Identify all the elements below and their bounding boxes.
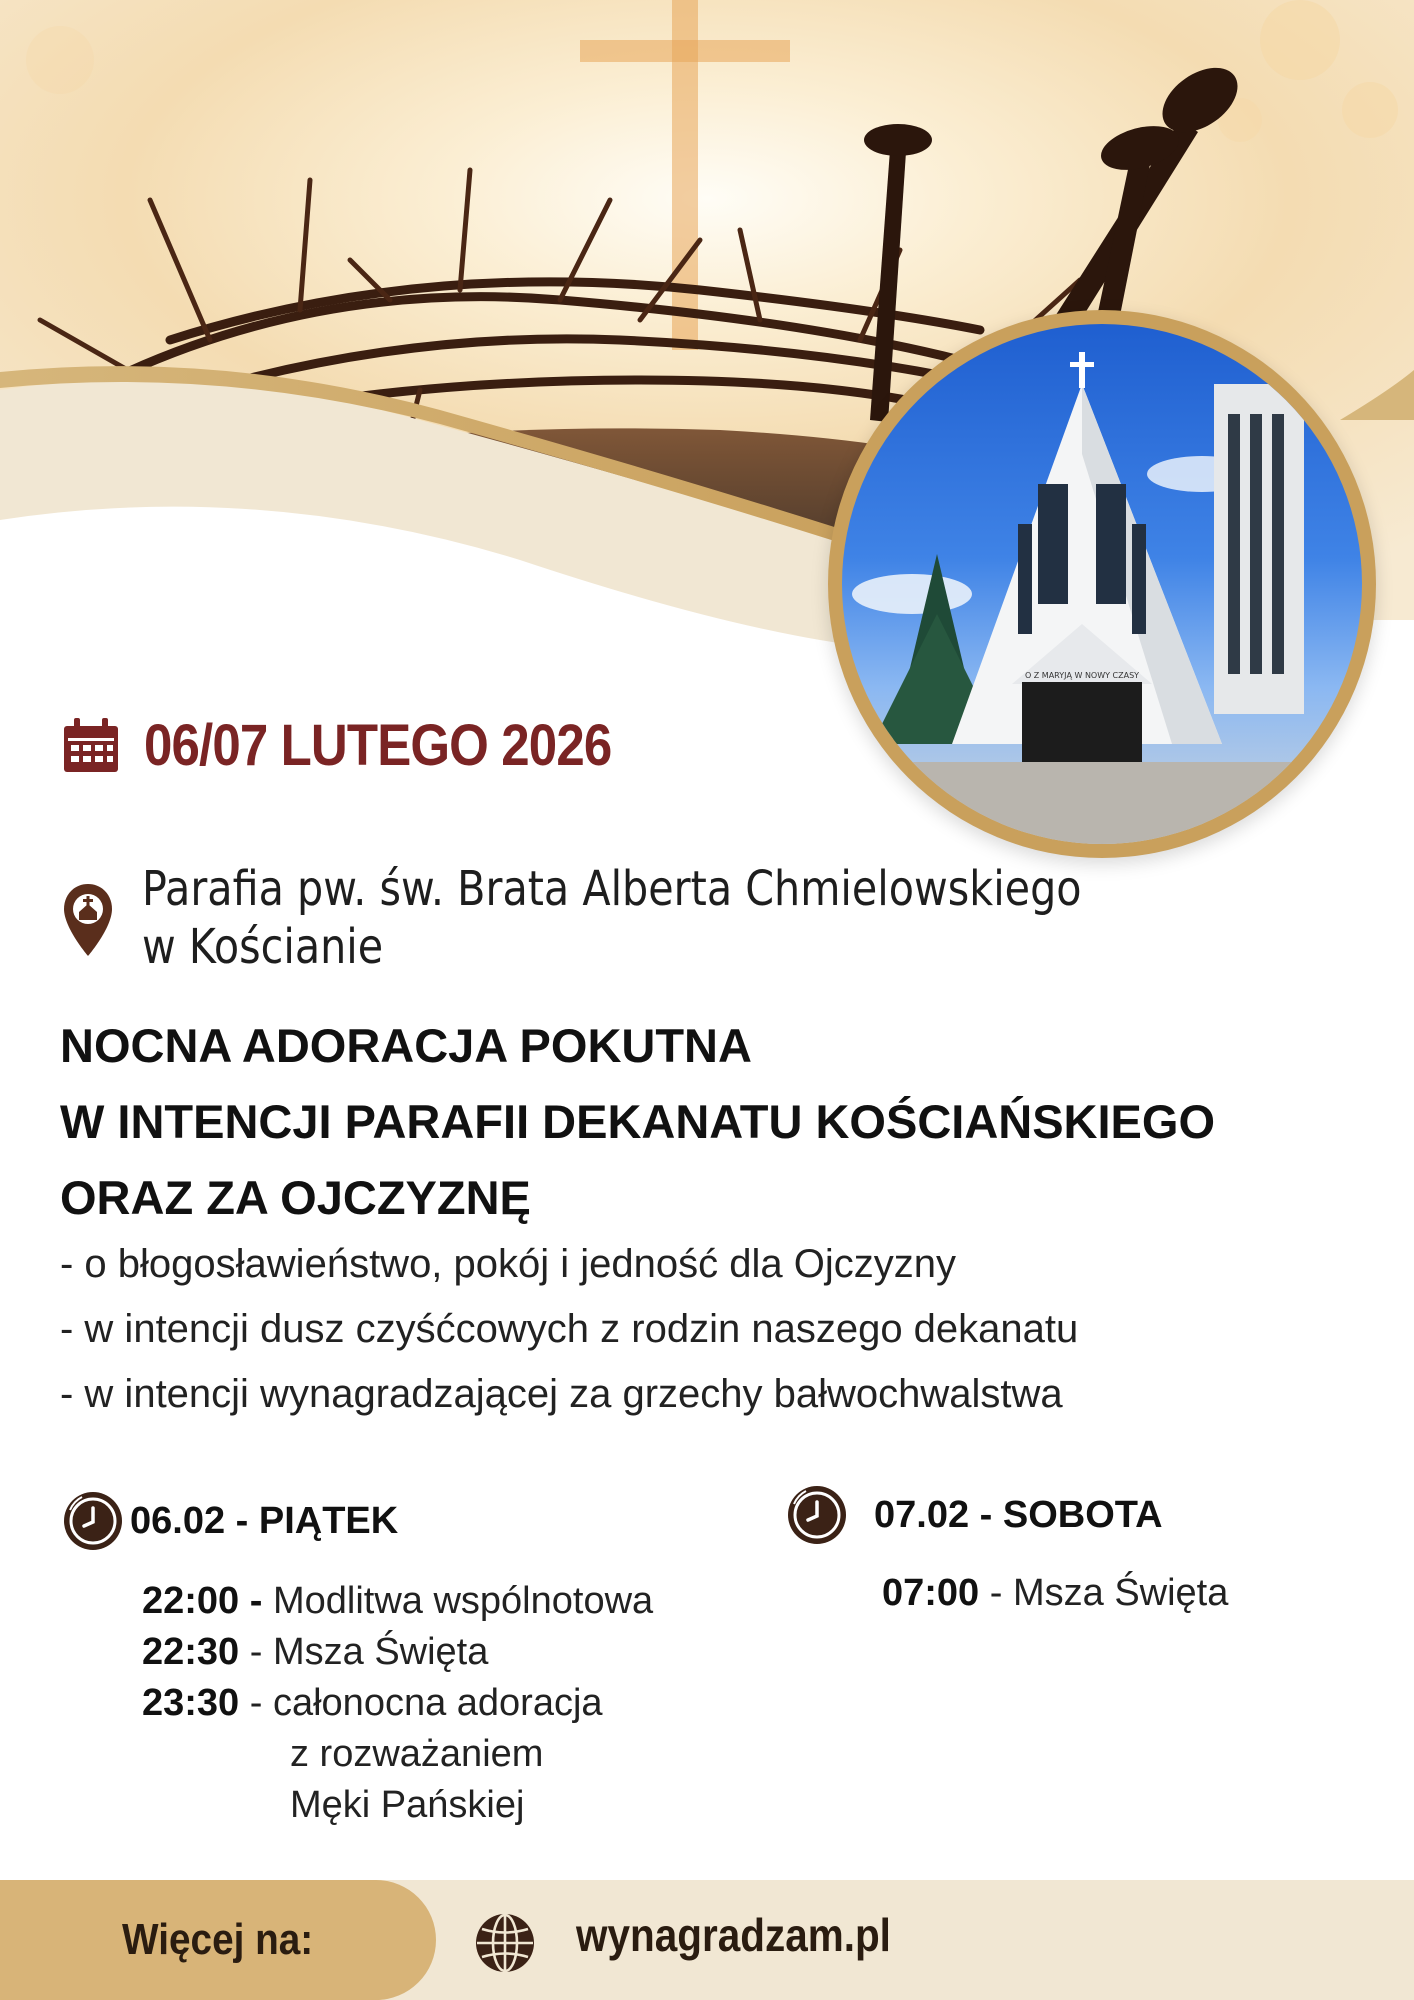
parish-location-row	[62, 860, 1234, 976]
clock-icon	[62, 1490, 124, 1552]
schedule-text: - Msza Święta	[239, 1631, 489, 1673]
clock-icon	[786, 1484, 848, 1546]
parish-name	[142, 860, 1082, 976]
intention-item: - o błogosławieństwo, pokój i jedność dla Ojczyzny	[60, 1242, 956, 1286]
footer-bar	[0, 1880, 1414, 2000]
map-pin-church-icon	[62, 882, 114, 958]
friday-title: 06.02 - PIĄTEK	[130, 1499, 399, 1542]
headline-line1: NOCNA ADORACJA POKUTNA	[60, 1019, 752, 1072]
church-building-illustration	[842, 324, 1362, 844]
schedule-text: - całonocna adoracja	[239, 1682, 603, 1724]
schedule-time: 07:00	[882, 1572, 980, 1614]
schedule-continuation: z rozważaniem	[290, 1733, 544, 1775]
church-photo-frame	[828, 310, 1376, 858]
schedule-item	[142, 1627, 653, 1678]
event-date-row	[62, 712, 675, 779]
saturday-schedule	[882, 1568, 1228, 1619]
friday-schedule	[142, 1576, 653, 1831]
friday-header	[62, 1490, 398, 1552]
parish-name-line2: w Kościanie	[142, 919, 384, 975]
schedule-time: 22:00 -	[142, 1580, 263, 1622]
schedule-continuation: Męki Pańskiej	[290, 1784, 525, 1826]
schedule-text: Modlitwa wspólnotowa	[262, 1580, 654, 1622]
calendar-icon	[62, 718, 120, 774]
globe-icon	[474, 1912, 536, 1974]
parish-name-line1: Parafia pw. św. Brata Alberta Chmielowskiego	[142, 861, 1082, 917]
church-photo	[842, 324, 1362, 844]
church-entrance-sign: O Z MARYJĄ W NOWY CZASY	[1024, 671, 1140, 680]
schedule-time: 22:30	[142, 1631, 240, 1673]
saturday-title: 07.02 - SOBOTA	[874, 1493, 1163, 1536]
intention-item: - w intencji dusz czyśćcowych z rodzin naszego dekanatu	[60, 1307, 1079, 1351]
event-headline	[60, 1008, 1215, 1236]
headline-line3: ORAZ ZA OJCZYZNĘ	[60, 1171, 531, 1224]
saturday-header	[786, 1484, 1163, 1546]
schedule-item	[882, 1568, 1228, 1619]
event-date: 06/07 LUTEGO 2026	[144, 713, 612, 778]
footer-label: Więcej na:	[122, 1915, 314, 1964]
schedule-item	[142, 1576, 653, 1627]
intention-item: - w intencji wynagradzającej za grzechy bałwochwalstwa	[60, 1372, 1063, 1416]
schedule-item	[142, 1678, 653, 1729]
schedule-text: - Msza Święta	[979, 1572, 1229, 1614]
headline-line2: W INTENCJI PARAFII DEKANATU KOŚCIAŃSKIEGO	[60, 1095, 1216, 1148]
website-link[interactable]: wynagradzam.pl	[576, 1909, 891, 1961]
intentions-list	[60, 1232, 1078, 1427]
schedule-time: 23:30	[142, 1682, 240, 1724]
footer-label-pill	[0, 1880, 436, 2000]
